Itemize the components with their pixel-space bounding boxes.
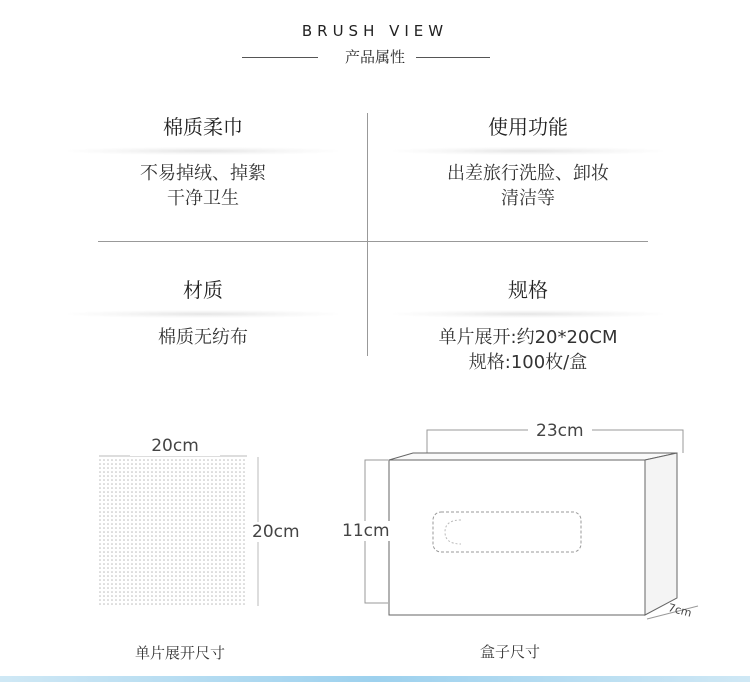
- feature-shadow: [393, 147, 663, 155]
- feature-title-material: 材质: [183, 278, 223, 302]
- sheet-height-label: 20cm: [252, 522, 300, 542]
- sheet-texture: [99, 457, 247, 606]
- subtitle-row: [0, 46, 750, 68]
- feature-desc-line: 出差旅行洗脸、卸妆: [447, 163, 609, 184]
- feature-desc-line: 棉质无纺布: [158, 327, 248, 348]
- box-width-label: 23cm: [528, 421, 592, 441]
- box-height-label: 11cm: [342, 521, 390, 541]
- grid-vertical-divider: [367, 113, 368, 356]
- box-illustration: [355, 420, 715, 630]
- feature-shadow: [68, 310, 338, 318]
- feature-desc-line: 单片展开:约20*20CM: [438, 327, 618, 348]
- grid-horizontal-divider: [98, 241, 648, 242]
- feature-title-usage: 使用功能: [488, 115, 568, 139]
- box-depth-label: 7cm: [666, 601, 694, 620]
- feature-shadow: [393, 310, 663, 318]
- sheet-illustration: [90, 430, 270, 615]
- brand-title: BRUSH VIEW: [301, 22, 449, 40]
- feature-shadow: [68, 147, 338, 155]
- subtitle-right-rule: [416, 57, 490, 58]
- feature-desc-line: 不易掉绒、掉絮: [140, 163, 266, 184]
- feature-title-spec: 规格: [508, 278, 548, 302]
- box-top-face: [389, 453, 677, 460]
- feature-desc-line: 规格:100枚/盒: [468, 352, 588, 373]
- feature-desc-material: [68, 325, 338, 350]
- feature-desc-line: 干净卫生: [167, 188, 239, 209]
- feature-desc-spec: [393, 325, 663, 375]
- feature-desc-line: 清洁等: [501, 188, 555, 209]
- feature-title-softness: 棉质柔巾: [163, 115, 243, 139]
- feature-desc-usage: [393, 161, 663, 211]
- box-side-face: [645, 453, 677, 615]
- section-subtitle: 产品属性: [344, 48, 405, 66]
- sheet-caption: 单片展开尺寸: [134, 644, 225, 662]
- sheet-width-label: 20cm: [130, 436, 220, 456]
- box-caption: 盒子尺寸: [479, 643, 540, 661]
- box-front-face: [389, 460, 645, 615]
- feature-desc-softness: [68, 161, 338, 211]
- bottom-accent-bar: [0, 676, 750, 682]
